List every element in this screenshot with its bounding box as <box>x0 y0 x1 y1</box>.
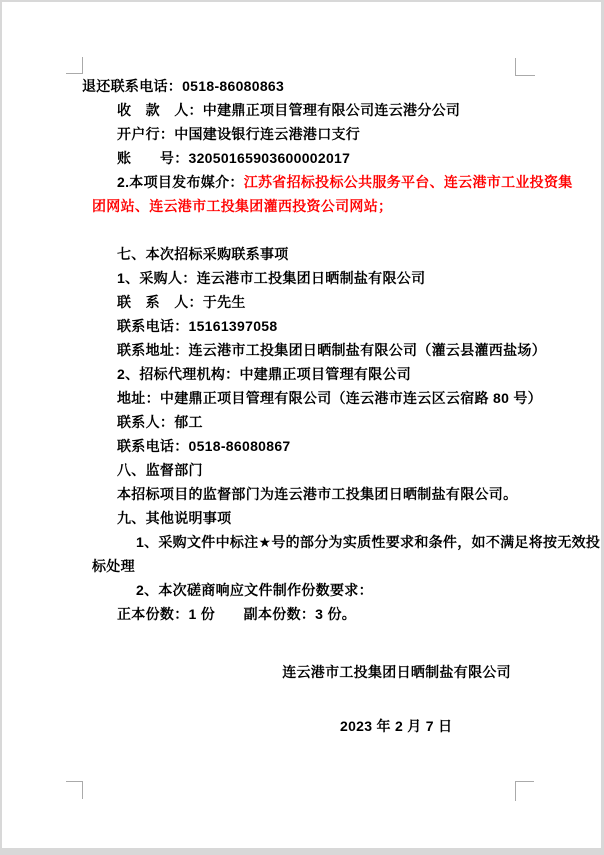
margin-crop-mark-top-right <box>515 58 535 76</box>
text-run: 联 系 人：于先生 <box>117 294 246 310</box>
text-run: 地址：中建鼎正项目管理有限公司（连云港市连云区云宿路 80 号） <box>117 390 542 406</box>
document-line <box>82 434 516 458</box>
text-run: 开户行：中国建设银行连云港港口支行 <box>117 126 361 142</box>
signature-date <box>82 714 516 738</box>
text-run: 标处理 <box>92 558 135 574</box>
text-run: 1、采购文件中标注★号的部分为实质性要求和条件，如不满足将按无效投 <box>136 534 601 550</box>
document-line <box>82 362 516 386</box>
text-run: 联系电话：15161397058 <box>117 318 278 334</box>
document-line <box>82 74 516 98</box>
document-line <box>82 338 546 362</box>
text-run: 账 号：32050165903600002017 <box>117 150 351 166</box>
document-line <box>82 122 516 146</box>
document-line <box>82 266 516 290</box>
margin-crop-mark-bottom-left <box>66 781 83 799</box>
document-line <box>82 482 516 506</box>
document-line <box>82 410 516 434</box>
text-run: 2023 年 2 月 7 日 <box>340 718 453 734</box>
document-line <box>82 194 516 218</box>
red-highlight-text: 江苏省招标投标公共服务平台、连云港市工业投资集 <box>243 174 573 190</box>
document-line <box>82 578 516 602</box>
text-run: 2、本次磋商响应文件制作份数要求： <box>136 582 373 598</box>
document-line <box>82 242 516 266</box>
text-run: 正本份数：1 份 副本份数：3 份。 <box>117 606 357 622</box>
document-line <box>82 290 516 314</box>
text-run: 2.本项目发布媒介： <box>117 174 244 190</box>
text-run: 联系地址：连云港市工投集团日晒制盐有限公司（灌云县灌西盐场） <box>117 342 546 358</box>
document-line <box>82 458 516 482</box>
document-line <box>82 170 573 194</box>
document-line <box>82 146 516 170</box>
text-run: 本招标项目的监督部门为连云港市工投集团日晒制盐有限公司。 <box>117 486 518 502</box>
margin-crop-mark-bottom-right <box>515 781 534 801</box>
document-line <box>82 314 516 338</box>
text-run: 1、采购人：连云港市工投集团日晒制盐有限公司 <box>117 270 426 286</box>
text-run: 八、监督部门 <box>117 462 203 478</box>
text-run: 联系人：郁工 <box>117 414 203 430</box>
text-run: 连云港市工投集团日晒制盐有限公司 <box>282 664 511 680</box>
blank-line <box>82 684 516 708</box>
document-line <box>82 530 601 554</box>
text-run: 七、本次招标采购联系事项 <box>117 246 289 262</box>
text-run: 九、其他说明事项 <box>117 510 232 526</box>
document-line <box>82 98 516 122</box>
document-content <box>82 74 601 738</box>
text-run: 2、招标代理机构：中建鼎正项目管理有限公司 <box>117 366 412 382</box>
text-run: 退还联系电话：0518-86080863 <box>82 78 285 94</box>
margin-crop-mark-top-left <box>66 57 83 74</box>
document-line <box>82 602 516 626</box>
blank-line <box>82 626 516 650</box>
signature-company <box>82 660 516 684</box>
document-line <box>82 506 516 530</box>
document-line <box>82 386 542 410</box>
text-run: 联系电话：0518-86080867 <box>117 438 291 454</box>
blank-line <box>82 218 516 242</box>
document-page <box>2 2 601 848</box>
text-run: 收 款 人：中建鼎正项目管理有限公司连云港分公司 <box>117 102 461 118</box>
document-line <box>82 554 516 578</box>
red-highlight-text: 团网站、连云港市工投集团灌西投资公司网站； <box>92 198 393 214</box>
